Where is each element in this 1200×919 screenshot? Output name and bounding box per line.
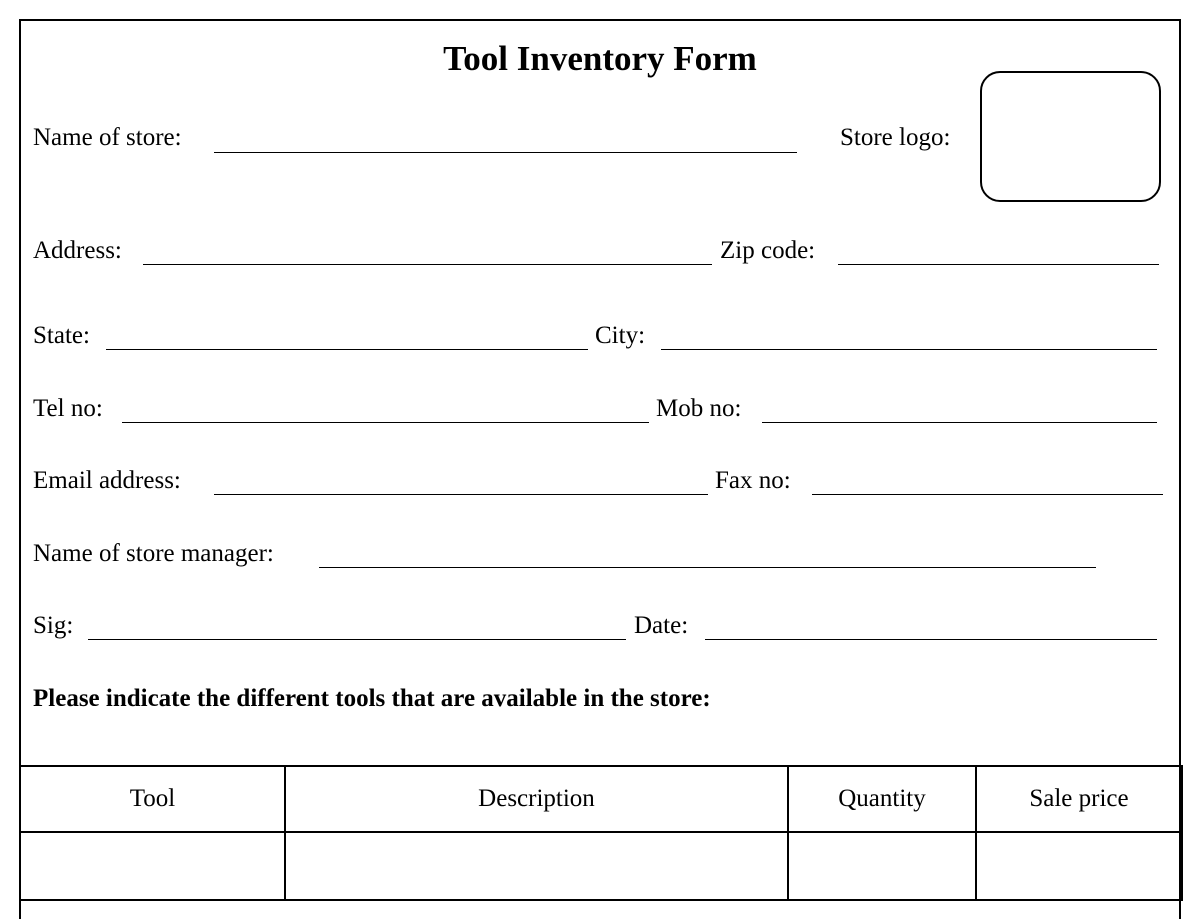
header-tool: Tool: [20, 766, 285, 832]
fax-no-label: Fax no:: [715, 467, 791, 494]
mob-no-label: Mob no:: [656, 395, 742, 422]
zip-code-label: Zip code:: [720, 237, 816, 264]
tools-table: [19, 765, 1183, 901]
date-field[interactable]: [705, 639, 1157, 640]
header-description: Description: [285, 766, 788, 832]
tel-no-field[interactable]: [122, 422, 649, 423]
address-label: Address:: [33, 237, 122, 264]
instruction-text: Please indicate the different tools that are available in the store:: [33, 685, 711, 712]
header-sale-price: Sale price: [976, 766, 1182, 832]
email-label: Email address:: [33, 467, 181, 494]
table-row: [20, 832, 1182, 900]
sig-field[interactable]: [88, 639, 626, 640]
state-label: State:: [33, 322, 90, 349]
address-field[interactable]: [143, 264, 712, 265]
store-logo-label: Store logo:: [840, 124, 951, 151]
manager-label: Name of store manager:: [33, 540, 274, 567]
date-label: Date:: [634, 612, 689, 639]
state-field[interactable]: [106, 349, 588, 350]
store-name-label: Name of store:: [33, 124, 182, 151]
email-field[interactable]: [214, 494, 708, 495]
city-field[interactable]: [661, 349, 1157, 350]
store-name-field[interactable]: [214, 152, 797, 153]
zip-code-field[interactable]: [838, 264, 1159, 265]
cell-quantity[interactable]: [788, 832, 976, 900]
manager-field[interactable]: [319, 567, 1096, 568]
sig-label: Sig:: [33, 612, 74, 639]
store-logo-box[interactable]: [980, 71, 1161, 202]
cell-sale-price[interactable]: [976, 832, 1182, 900]
cell-tool[interactable]: [20, 832, 285, 900]
fax-no-field[interactable]: [812, 494, 1163, 495]
mob-no-field[interactable]: [762, 422, 1157, 423]
city-label: City:: [595, 322, 646, 349]
form-title: Tool Inventory Form: [443, 39, 757, 78]
tel-no-label: Tel no:: [33, 395, 103, 422]
cell-description[interactable]: [285, 832, 788, 900]
table-header-row: [20, 766, 1182, 832]
header-quantity: Quantity: [788, 766, 976, 832]
